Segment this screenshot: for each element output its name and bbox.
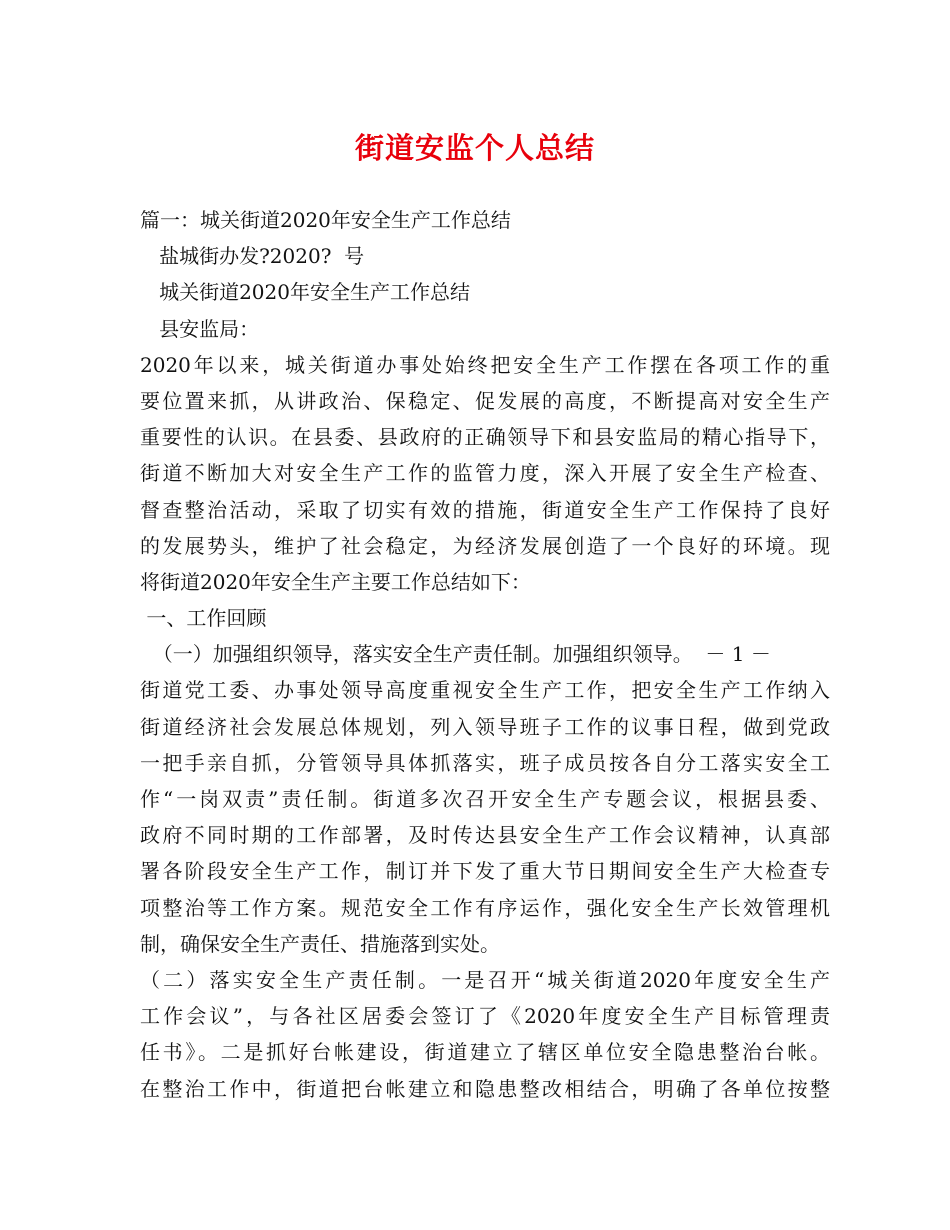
text-line: 重要性的认识。在县委、县政府的正确领导下和县安监局的精心指导下， <box>140 425 830 450</box>
text-line: 工作会议”，与各社区居委会签订了《2020年度安全生产目标管理责 <box>140 1004 830 1029</box>
text-line: 街道经济社会发展总体规划，列入领导班子工作的议事日程，做到党政 <box>140 714 830 739</box>
text-line: 政府不同时期的工作部署，及时传达县安全生产工作会议精神，认真部 <box>140 823 830 848</box>
text-line: 将街道2020年安全生产主要工作总结如下： <box>140 569 531 594</box>
text-line: 督查整治活动，采取了切实有效的措施，街道安全生产工作保持了良好 <box>140 497 830 522</box>
text-line: 任书》。二是抓好台帐建设，街道建立了辖区单位安全隐患整治台帐。 <box>140 1040 830 1065</box>
text-line: 一把手亲自抓，分管领导具体抓落实，班子成员按各自分工落实安全工 <box>140 750 830 775</box>
text-line: 城关街道2020年安全生产工作总结 <box>140 280 470 305</box>
text-line: 街道不断加大对安全生产工作的监管力度，深入开展了安全生产检查、 <box>140 461 830 486</box>
text-line: 街道党工委、办事处领导高度重视安全生产工作，把安全生产工作纳入 <box>140 678 830 703</box>
text-line: 在整治工作中，街道把台帐建立和隐患整改相结合，明确了各单位按整 <box>140 1076 830 1101</box>
document-title: 街道安监个人总结 <box>354 131 595 165</box>
text-line: 的发展势头，维护了社会稳定，为经济发展创造了一个良好的环境。现 <box>140 533 830 558</box>
text-line: （一）加强组织领导，落实安全生产责任制。加强组织领导。 － 1 － <box>140 642 771 667</box>
text-line: 项整治等工作方案。规范安全工作有序运作，强化安全生产长效管理机 <box>140 895 830 920</box>
text-line: 2020年以来，城关街道办事处始终把安全生产工作摆在各项工作的重 <box>140 352 830 377</box>
text-line: 一、工作回顾 <box>140 606 267 631</box>
document-body <box>140 202 830 1107</box>
text-line: 署各阶段安全生产工作，制订并下发了重大节日期间安全生产大检查专 <box>140 859 830 884</box>
text-line: 篇一：城关街道2020年安全生产工作总结 <box>140 208 511 232</box>
text-line: 盐城街办发?2020? 号 <box>140 244 365 269</box>
text-line: 制，确保安全生产责任、措施落到实处。 <box>140 931 500 956</box>
text-line: 作“一岗双责”责任制。街道多次召开安全生产专题会议，根据县委、 <box>140 787 830 811</box>
text-line: 要位置来抓，从讲政治、保稳定、促发展的高度，不断提高对安全生产 <box>140 388 830 413</box>
text-line: （二）落实安全生产责任制。一是召开“城关街道2020年度安全生产 <box>140 967 830 992</box>
text-line: 县安监局： <box>140 316 260 341</box>
